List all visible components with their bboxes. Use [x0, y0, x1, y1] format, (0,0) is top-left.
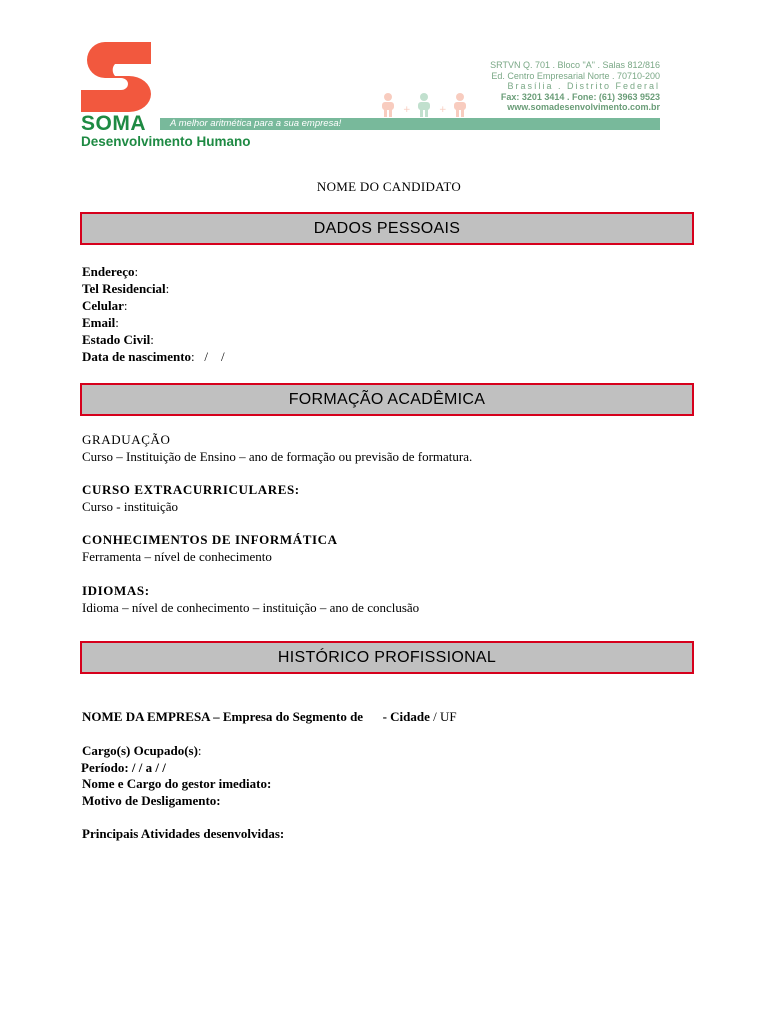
section-academic: FORMAÇÃO ACADÊMICA	[80, 383, 694, 416]
field-period: Período: / / a / /	[81, 760, 166, 775]
svg-text:+: +	[439, 105, 447, 115]
it-skills-heading: CONHECIMENTOS DE INFORMÁTICA	[82, 532, 338, 547]
soma-logo-icon	[81, 42, 151, 112]
extracurricular-text: Curso - instituição	[82, 499, 179, 514]
brand-tagline: A melhor aritmética para a sua empresa!	[170, 118, 342, 129]
field-birth-date: Data de nascimento: / /	[82, 349, 225, 364]
field-marital-status: Estado Civil:	[82, 332, 154, 347]
graduation-heading: GRADUAÇÃO	[82, 432, 171, 447]
field-manager: Nome e Cargo do gestor imediato:	[82, 776, 272, 791]
field-role: Cargo(s) Ocupado(s):	[82, 743, 202, 758]
contact-building: Ed. Centro Empresarial Norte . 70710-200	[491, 70, 660, 81]
brand-subtitle: Desenvolvimento Humano	[81, 134, 251, 149]
candidate-name-title: NOME DO CANDIDATO	[316, 179, 462, 194]
contact-block	[484, 60, 660, 113]
languages-text: Idioma – nível de conhecimento – instituição – ano de conclusão	[82, 600, 420, 615]
graduation-text: Curso – Instituição de Ensino – ano de formação ou previsão de formatura.	[82, 449, 473, 464]
field-company: NOME DA EMPRESA – Empresa do Segmento de - Cidade / UF	[82, 709, 457, 724]
field-address: Endereço:	[82, 264, 139, 279]
section-personal-data: DADOS PESSOAIS	[80, 212, 694, 245]
field-mobile: Celular:	[82, 298, 128, 313]
it-skills-text: Ferramenta – nível de conhecimento	[82, 549, 272, 564]
contact-phone: Fax: 3201 3414 . Fone: (61) 3963 9523	[500, 91, 660, 102]
section-professional: HISTÓRICO PROFISSIONAL	[80, 641, 694, 674]
contact-address: SRTVN Q. 701 . Bloco "A" . Salas 812/816	[490, 60, 660, 70]
field-home-phone: Tel Residencial:	[82, 281, 170, 296]
people-figures-icon	[378, 92, 474, 118]
svg-text:+: +	[403, 105, 411, 115]
field-main-activities: Principais Atividades desenvolvidas:	[82, 826, 285, 841]
languages-heading: IDIOMAS:	[82, 583, 150, 598]
extracurricular-heading: CURSO EXTRACURRICULARES:	[82, 482, 300, 497]
field-leave-reason: Motivo de Desligamento:	[82, 793, 221, 808]
contact-city: Brasília . Distrito Federal	[507, 81, 660, 92]
field-email: Email:	[82, 315, 119, 330]
contact-website: www.somadesenvolvimento.com.br	[507, 102, 660, 113]
brand-name: SOMA	[81, 112, 146, 135]
